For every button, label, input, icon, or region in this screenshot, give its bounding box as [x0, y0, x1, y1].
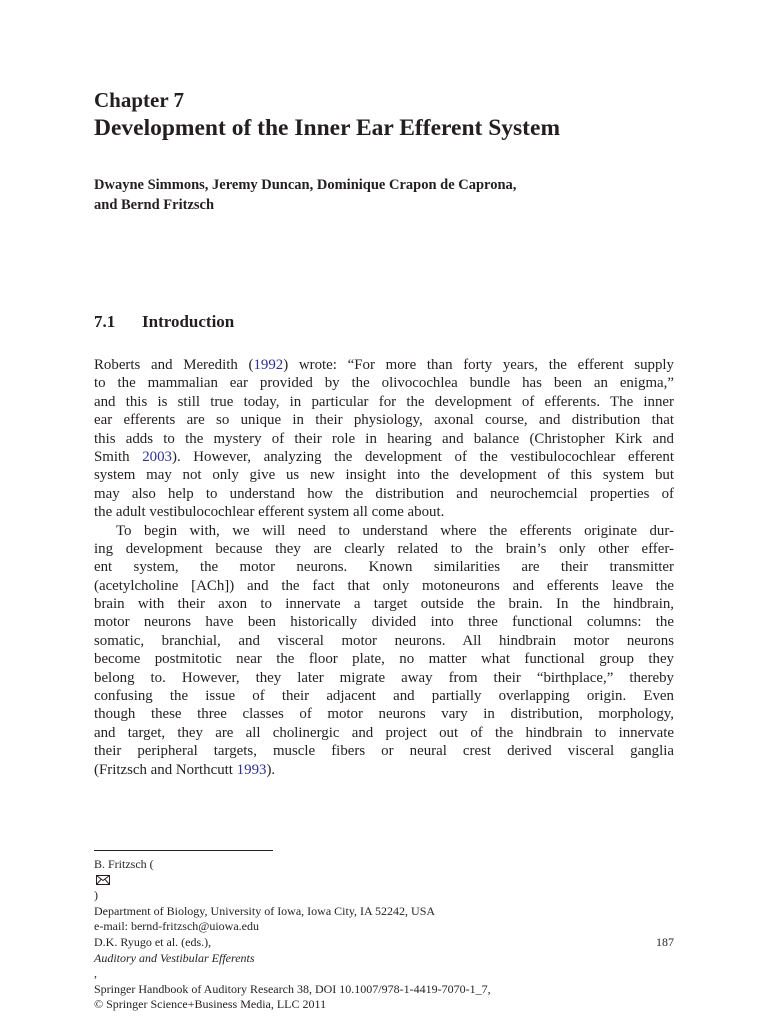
section-number: 7.1 [94, 312, 116, 331]
chapter-title: Development of the Inner Ear Efferent System [94, 115, 561, 141]
footnote [94, 857, 674, 935]
page-number: 187 [656, 935, 674, 949]
paragraph-line: somatic, branchial, and visceral motor neurons. All hindbrain motor neurons [94, 632, 674, 649]
book-title: Auditory and Vestibular Efferents [94, 950, 255, 965]
paragraph-line: their peripheral targets, muscle fibers or neural crest derived visceral ganglia [94, 743, 674, 760]
author-line: Dwayne Simmons, Jeremy Duncan, Dominique Crapon de Caprona, [94, 177, 517, 193]
paragraph-line: (Fritzsch and Northcutt 1993). [94, 761, 276, 778]
paragraph-line: belong to. However, they later migrate away from their “birthplace,” thereby [94, 669, 674, 686]
paragraph-line: ing development because they are clearly related to the brain’s only other effer- [94, 540, 674, 557]
publication-line: D.K. Ryugo et al. (eds.), Auditory and Vestibular Efferents , [94, 935, 255, 980]
section-title: Introduction [142, 312, 235, 331]
paragraph-line: confusing the issue of their adjacent and partially overlapping origin. Even [94, 688, 674, 705]
section-heading [94, 311, 234, 333]
paragraph-line: Roberts and Meredith (1992) wrote: “For more than forty years, the efferent supply [94, 357, 675, 373]
author-list [94, 175, 674, 215]
corresponding-author: B. Fritzsch ( ) [94, 857, 154, 902]
citation-link[interactable]: 1993 [236, 761, 267, 778]
paragraph-line: may also help to understand how the distribution and neurochemcial properties of [94, 485, 674, 502]
publication-line: Springer Handbook of Auditory Research 38, DOI 10.1007/978-1-4419-7070-1_7, [94, 981, 491, 996]
chapter-label: Chapter 7 [94, 88, 185, 112]
envelope-icon [96, 875, 110, 885]
affiliation: Department of Biology, University of Iowa, Iowa City, IA 52242, USA [94, 903, 436, 918]
paragraph-line: and this is still true today, in particular for the development of efferents. The inner [94, 393, 674, 410]
body-text [94, 356, 674, 779]
author-line: and Bernd Fritzsch [94, 197, 215, 213]
paragraph-line: become postmitotic near the floor plate, no matter what functional group they [94, 651, 674, 668]
copyright-line: © Springer Science+Business Media, LLC 2011 [94, 997, 327, 1011]
paragraph-line: the adult vestibulocochlear efferent system all come about. [94, 504, 445, 521]
citation-link[interactable]: 2003 [142, 448, 172, 465]
author-email[interactable]: e-mail: bernd-fritzsch@uiowa.edu [94, 919, 259, 933]
paragraph-line: to the mammalian ear provided by the olivocochlea bundle has been an enigma,” [94, 375, 674, 392]
paragraph-line: this adds to the mystery of their role in hearing and balance (Christopher Kirk and [94, 430, 674, 447]
paragraph-line: brain with their axon to innervate a target outside the brain. In the hindbrain, [94, 596, 674, 613]
paragraph-line: (acetylcholine [ACh]) and the fact that only motoneurons and efferents leave the [94, 577, 674, 594]
paragraph-line: ent system, the motor neurons. Known similarities are their transmitter [94, 559, 674, 576]
paragraph-line: system may not only give us new insight into the development of this system but [94, 467, 674, 484]
paragraph-line: To begin with, we will need to understand where the efferents originate dur- [116, 522, 674, 539]
paragraph-line: and target, they are all cholinergic and project out of the hindbrain to innervate [94, 724, 674, 741]
citation-link[interactable]: 1992 [253, 357, 284, 373]
paragraph-line: motor neurons have been historically divided into three functional columns: the [94, 614, 674, 631]
publication-info [94, 935, 674, 1013]
paragraph-line: Smith 2003). However, analyzing the development of the vestibulocochlear efferent [94, 448, 675, 465]
paragraph-line: ear efferents are so unique in their physiology, axonal course, and distribution that [94, 412, 674, 429]
paragraph-line: though these three classes of motor neurons vary in distribution, morphology, [94, 706, 674, 723]
footnote-divider [94, 850, 273, 851]
